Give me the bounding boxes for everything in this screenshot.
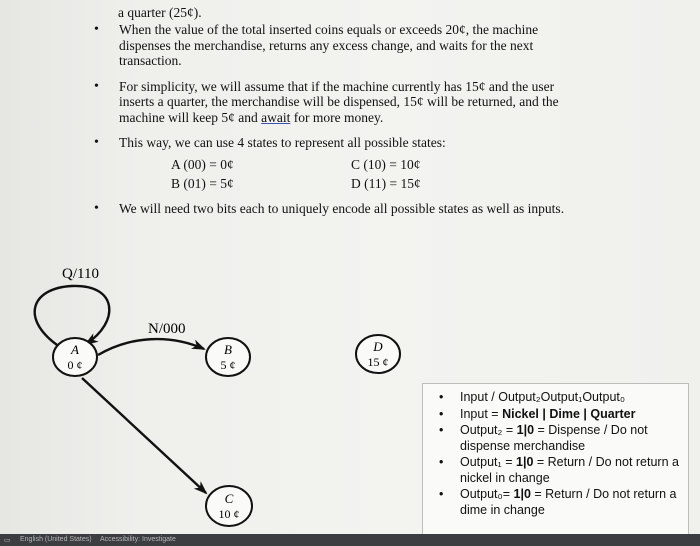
state-node-d xyxy=(356,335,400,373)
edge-a-to-b xyxy=(98,339,204,355)
state-diagram xyxy=(0,250,420,540)
accessibility-status[interactable]: Accessibility: Investigate xyxy=(100,536,176,543)
state-row xyxy=(119,174,590,193)
legend-text: Input / Output₂Output₁Output₀ xyxy=(460,390,626,404)
node-id: B xyxy=(224,342,232,357)
node-id: D xyxy=(373,339,383,354)
state-cell: C (10) = 10¢ xyxy=(351,156,421,172)
state-cell: A (00) = 0¢ xyxy=(171,156,234,172)
state-row xyxy=(119,155,590,174)
status-bar xyxy=(0,534,700,546)
state-cell: D (11) = 15¢ xyxy=(351,175,421,191)
state-node-b xyxy=(206,338,250,376)
legend-box xyxy=(422,383,689,537)
bullet-item: • When the value of the total inserted coins equals or exceeds 20¢, the machine dispenses the merchandise, returns any excess change, and waits for the next transaction. xyxy=(94,22,539,68)
edge-a-to-c xyxy=(82,378,206,493)
node-value: 10 ¢ xyxy=(218,507,240,521)
legend-item: • Input / Output₂Output₁Output₀ xyxy=(439,390,626,404)
bullet-text: We will need two bits each to uniquely encode all possible states as well as inputs. xyxy=(119,200,565,216)
bullet-item: • We will need two bits each to uniquely encode all possible states as well as inputs. xyxy=(94,200,565,216)
state-cell: B (01) = 5¢ xyxy=(171,175,234,191)
edge-label: N/000 xyxy=(148,321,186,337)
text-line: a quarter (25¢). xyxy=(118,5,202,20)
bullet-text: This way, we can use 4 states to represent all possible states: xyxy=(119,135,446,150)
node-id: A xyxy=(71,342,79,357)
legend-item: • Output₁ = 1|0 = Return / Do not return a nickel in change xyxy=(439,455,679,485)
bullet-text: When the value of the total inserted coins equals or exceeds 20¢, the machine dispenses the merchandise, returns any excess change, and waits for the next transaction. xyxy=(119,22,539,68)
state-node-c xyxy=(206,486,252,526)
status-icon: ▭ xyxy=(4,537,11,544)
bullet-list xyxy=(90,22,590,226)
spellcheck-word[interactable]: await xyxy=(261,109,291,125)
node-id: C xyxy=(224,491,234,506)
node-value: 15 ¢ xyxy=(367,355,389,369)
language-status[interactable]: English (United States) xyxy=(20,536,92,543)
bullet-text: For simplicity, we will assume that if the machine currently has 15¢ and the user inserts a quarter, the merchandise will be dispensed, 15¢ will be returned, and the machine will keep 5¢ and xyxy=(119,78,559,125)
state-table xyxy=(119,155,590,193)
node-value: 5 ¢ xyxy=(220,358,236,372)
bullet-item: • For simplicity, we will assume that if the machine currently has 15¢ and the user inserts a quarter, the merchandise will be dispensed, 15¢ will be returned, and the machine will keep 5¢ and await for more money. xyxy=(94,78,559,125)
legend-item: • Output₂ = 1|0 = Dispense / Do not dispense merchandise xyxy=(439,423,648,453)
bullet-text: for more money. xyxy=(290,109,384,125)
self-loop-label: Q/110 xyxy=(62,266,99,282)
node-value: 0 ¢ xyxy=(67,358,83,372)
legend-item: • Output₀= 1|0 = Return / Do not return a dime in change xyxy=(439,487,677,517)
legend-item: • Input = Nickel | Dime | Quarter xyxy=(439,406,636,421)
state-node-a xyxy=(53,338,97,376)
bullet-item: • This way, we can use 4 states to represent all possible states: A (00) = 0¢ C (10) = 10¢ B (01) = 5¢ D (11) = 15¢ xyxy=(90,135,590,193)
